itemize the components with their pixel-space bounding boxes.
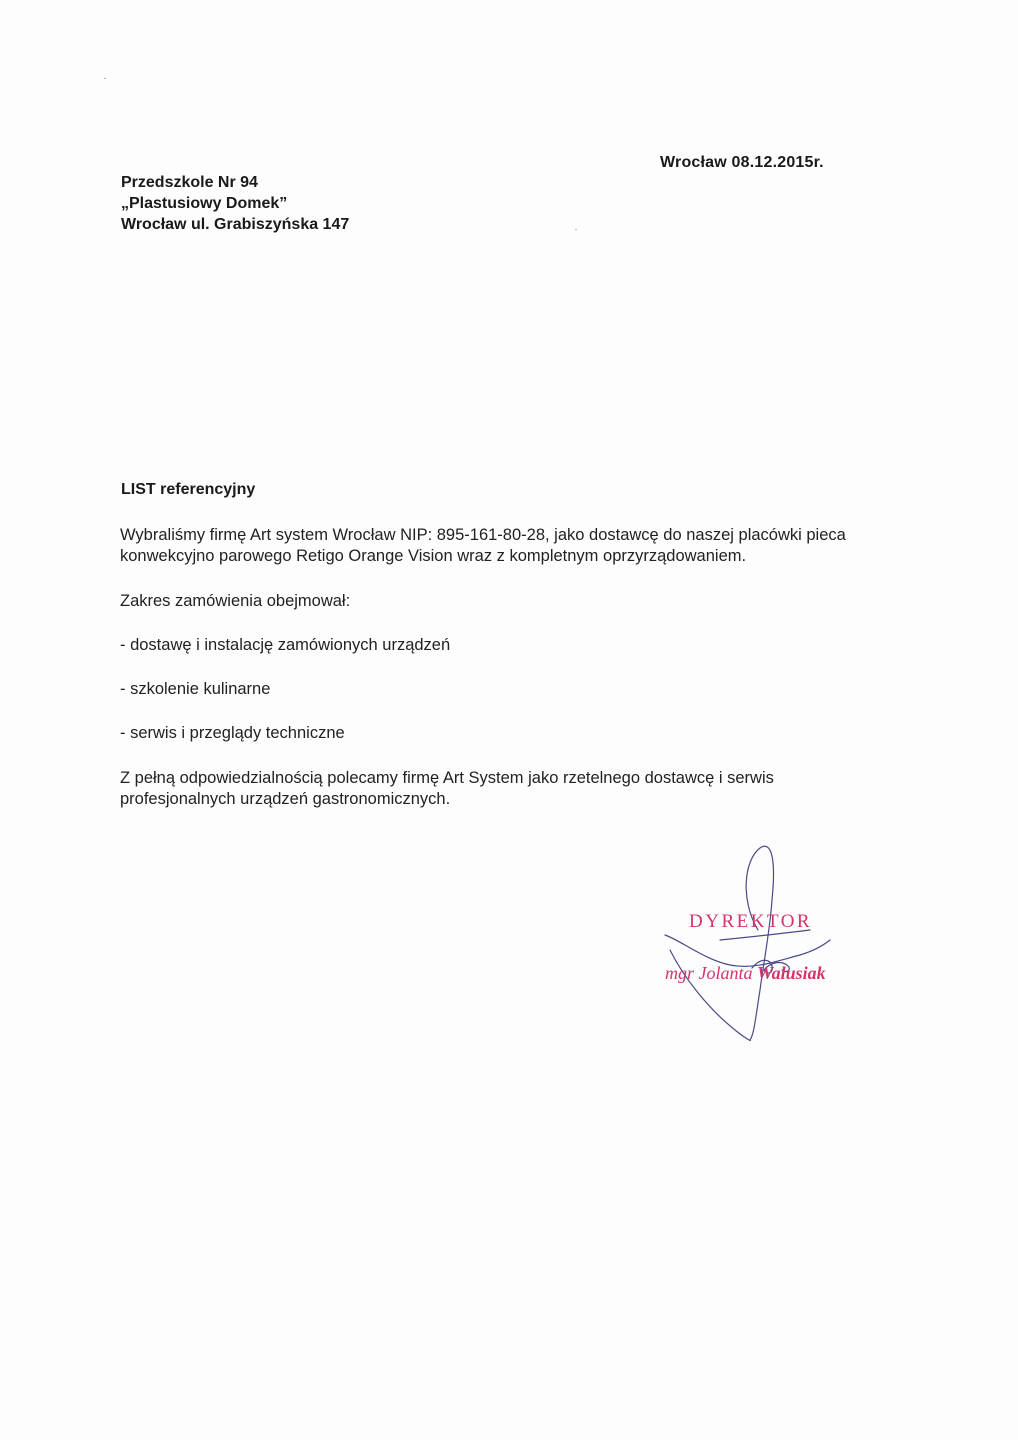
sender-line-3: Wrocław ul. Grabiszyńska 147 [121,216,350,233]
scan-speck [575,229,577,230]
list-item: - serwis i przeglądy techniczne [120,724,345,742]
stamp-name-surname: Walusiak [757,963,826,983]
stamp-title: DYREKTOR [689,911,813,932]
sender-address [121,172,349,235]
letter-heading: LIST referencyjny [121,481,256,498]
stamp-name [665,963,826,984]
paragraph-3: Z pełną odpowiedzialnością polecamy firmę Art System jako rzetelnego dostawcę i serwis profesjonalnych urządzeń gastronomicznych. [120,769,774,808]
list-item: - szkolenie kulinarne [120,680,271,698]
paragraph-1: Wybraliśmy firmę Art system Wrocław NIP: 895-161-80-28, jako dostawcę do naszej placówki pieca konwekcyjno parowego Retigo Orange Vision wraz z kompletnym oprzyrządowaniem. [120,526,846,565]
list-item: - dostawę i instalację zamówionych urządzeń [120,636,451,654]
letter-date: Wrocław 08.12.2015r. [660,154,824,171]
stamp-name-prefix: mgr Jolanta [665,963,757,983]
sender-line-2: „Plastusiowy Domek” [121,195,288,212]
paragraph-2: Zakres zamówienia obejmował: [120,592,351,610]
sender-line-1: Przedszkole Nr 94 [121,174,258,191]
scan-speck [104,78,106,79]
signature-icon [660,840,860,1050]
